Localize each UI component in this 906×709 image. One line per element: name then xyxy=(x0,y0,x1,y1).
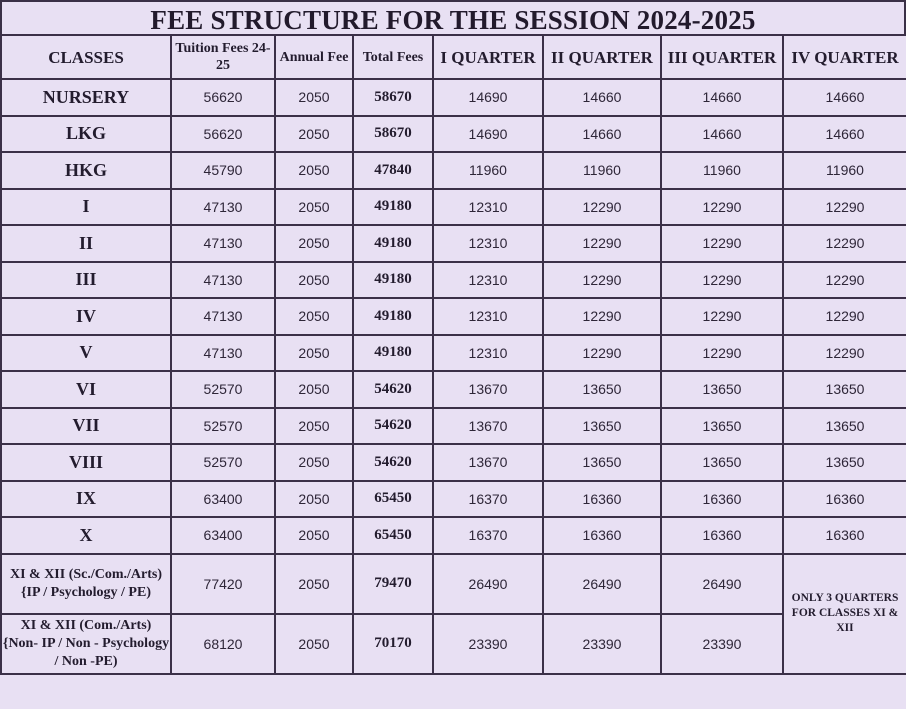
q1-cell: 13670 xyxy=(433,408,543,445)
q2-cell: 13650 xyxy=(543,371,661,408)
table-row xyxy=(1,517,906,554)
q3-cell: 12290 xyxy=(661,262,783,299)
total-cell: 79470 xyxy=(353,554,433,614)
tuition-cell: 47130 xyxy=(171,189,275,226)
tuition-cell: 45790 xyxy=(171,152,275,189)
tuition-cell: 47130 xyxy=(171,262,275,299)
q2-cell: 12290 xyxy=(543,335,661,372)
class-cell: VIII xyxy=(1,444,171,481)
table-row xyxy=(1,189,906,226)
total-cell: 70170 xyxy=(353,614,433,674)
table-row xyxy=(1,79,906,116)
q3-cell: 13650 xyxy=(661,444,783,481)
class-cell: X xyxy=(1,517,171,554)
annual-cell: 2050 xyxy=(275,614,353,674)
class-cell: IX xyxy=(1,481,171,518)
fee-table xyxy=(0,34,906,675)
q4-cell: 12290 xyxy=(783,225,906,262)
q4-cell: 16360 xyxy=(783,481,906,518)
q4-cell: 12290 xyxy=(783,189,906,226)
q1-cell: 12310 xyxy=(433,225,543,262)
q3-cell: 12290 xyxy=(661,298,783,335)
q2-cell: 12290 xyxy=(543,298,661,335)
q2-cell: 13650 xyxy=(543,408,661,445)
annual-cell: 2050 xyxy=(275,116,353,153)
annual-cell: 2050 xyxy=(275,79,353,116)
table-row-senior xyxy=(1,614,906,674)
total-cell: 58670 xyxy=(353,79,433,116)
annual-cell: 2050 xyxy=(275,481,353,518)
table-row xyxy=(1,481,906,518)
annual-cell: 2050 xyxy=(275,152,353,189)
annual-cell: 2050 xyxy=(275,408,353,445)
total-cell: 49180 xyxy=(353,225,433,262)
table-row xyxy=(1,408,906,445)
header-classes: CLASSES xyxy=(1,35,171,79)
q3-cell: 12290 xyxy=(661,189,783,226)
total-cell: 54620 xyxy=(353,371,433,408)
tuition-cell: 52570 xyxy=(171,408,275,445)
class-cell: II xyxy=(1,225,171,262)
annual-cell: 2050 xyxy=(275,444,353,481)
q4-cell: 12290 xyxy=(783,262,906,299)
table-row xyxy=(1,444,906,481)
class-cell: HKG xyxy=(1,152,171,189)
total-cell: 49180 xyxy=(353,189,433,226)
class-cell: VI xyxy=(1,371,171,408)
annual-cell: 2050 xyxy=(275,225,353,262)
q1-cell: 11960 xyxy=(433,152,543,189)
class-cell: V xyxy=(1,335,171,372)
q1-cell: 26490 xyxy=(433,554,543,614)
class-cell: LKG xyxy=(1,116,171,153)
total-cell: 49180 xyxy=(353,298,433,335)
q3-cell: 14660 xyxy=(661,116,783,153)
q3-cell: 16360 xyxy=(661,481,783,518)
total-cell: 65450 xyxy=(353,517,433,554)
q3-cell: 16360 xyxy=(661,517,783,554)
table-row xyxy=(1,335,906,372)
header-row xyxy=(1,35,906,79)
table-row xyxy=(1,298,906,335)
total-cell: 49180 xyxy=(353,335,433,372)
senior-quarter-note: ONLY 3 QUARTERS FOR CLASSES XI & XII xyxy=(783,554,906,674)
table-row xyxy=(1,262,906,299)
q1-cell: 14690 xyxy=(433,79,543,116)
q2-cell: 12290 xyxy=(543,189,661,226)
q2-cell: 12290 xyxy=(543,262,661,299)
q1-cell: 13670 xyxy=(433,444,543,481)
tuition-cell: 52570 xyxy=(171,371,275,408)
class-cell: NURSERY xyxy=(1,79,171,116)
header-q3: III QUARTER xyxy=(661,35,783,79)
annual-cell: 2050 xyxy=(275,517,353,554)
table-row-senior xyxy=(1,554,906,614)
table-row xyxy=(1,152,906,189)
q2-cell: 26490 xyxy=(543,554,661,614)
q1-cell: 12310 xyxy=(433,335,543,372)
q4-cell: 13650 xyxy=(783,371,906,408)
class-cell: XI & XII (Sc./Com./Arts) {IP / Psychology / PE) xyxy=(1,554,171,614)
annual-cell: 2050 xyxy=(275,371,353,408)
table-row xyxy=(1,225,906,262)
q3-cell: 26490 xyxy=(661,554,783,614)
q1-cell: 23390 xyxy=(433,614,543,674)
q4-cell: 12290 xyxy=(783,298,906,335)
class-cell: III xyxy=(1,262,171,299)
q2-cell: 12290 xyxy=(543,225,661,262)
header-annual: Annual Fee xyxy=(275,35,353,79)
q4-cell: 14660 xyxy=(783,116,906,153)
q1-cell: 12310 xyxy=(433,262,543,299)
annual-cell: 2050 xyxy=(275,335,353,372)
page-title: FEE STRUCTURE FOR THE SESSION 2024-2025 xyxy=(0,0,906,34)
q3-cell: 13650 xyxy=(661,408,783,445)
class-cell: IV xyxy=(1,298,171,335)
q2-cell: 14660 xyxy=(543,116,661,153)
tuition-cell: 68120 xyxy=(171,614,275,674)
q3-cell: 12290 xyxy=(661,225,783,262)
q3-cell: 23390 xyxy=(661,614,783,674)
annual-cell: 2050 xyxy=(275,554,353,614)
q2-cell: 13650 xyxy=(543,444,661,481)
tuition-cell: 47130 xyxy=(171,335,275,372)
q4-cell: 16360 xyxy=(783,517,906,554)
q4-cell: 12290 xyxy=(783,335,906,372)
tuition-cell: 63400 xyxy=(171,517,275,554)
header-tuition: Tuition Fees 24-25 xyxy=(171,35,275,79)
q2-cell: 23390 xyxy=(543,614,661,674)
q3-cell: 14660 xyxy=(661,79,783,116)
q3-cell: 13650 xyxy=(661,371,783,408)
q2-cell: 14660 xyxy=(543,79,661,116)
total-cell: 54620 xyxy=(353,444,433,481)
q1-cell: 16370 xyxy=(433,481,543,518)
tuition-cell: 56620 xyxy=(171,79,275,116)
q4-cell: 11960 xyxy=(783,152,906,189)
tuition-cell: 52570 xyxy=(171,444,275,481)
q1-cell: 12310 xyxy=(433,298,543,335)
total-cell: 65450 xyxy=(353,481,433,518)
total-cell: 58670 xyxy=(353,116,433,153)
annual-cell: 2050 xyxy=(275,189,353,226)
table-row xyxy=(1,371,906,408)
total-cell: 47840 xyxy=(353,152,433,189)
tuition-cell: 63400 xyxy=(171,481,275,518)
tuition-cell: 47130 xyxy=(171,298,275,335)
header-q1: I QUARTER xyxy=(433,35,543,79)
q4-cell: 13650 xyxy=(783,408,906,445)
table-row xyxy=(1,116,906,153)
total-cell: 54620 xyxy=(353,408,433,445)
header-q2: II QUARTER xyxy=(543,35,661,79)
total-cell: 49180 xyxy=(353,262,433,299)
q4-cell: 13650 xyxy=(783,444,906,481)
q2-cell: 11960 xyxy=(543,152,661,189)
q1-cell: 12310 xyxy=(433,189,543,226)
q3-cell: 11960 xyxy=(661,152,783,189)
q1-cell: 13670 xyxy=(433,371,543,408)
q2-cell: 16360 xyxy=(543,481,661,518)
q3-cell: 12290 xyxy=(661,335,783,372)
class-cell: VII xyxy=(1,408,171,445)
header-q4: IV QUARTER xyxy=(783,35,906,79)
q1-cell: 16370 xyxy=(433,517,543,554)
q4-cell: 14660 xyxy=(783,79,906,116)
tuition-cell: 47130 xyxy=(171,225,275,262)
class-cell: I xyxy=(1,189,171,226)
tuition-cell: 56620 xyxy=(171,116,275,153)
class-cell: XI & XII (Com./Arts) {Non- IP / Non - Psychology / Non -PE) xyxy=(1,614,171,674)
annual-cell: 2050 xyxy=(275,262,353,299)
tuition-cell: 77420 xyxy=(171,554,275,614)
q2-cell: 16360 xyxy=(543,517,661,554)
annual-cell: 2050 xyxy=(275,298,353,335)
q1-cell: 14690 xyxy=(433,116,543,153)
header-total: Total Fees xyxy=(353,35,433,79)
